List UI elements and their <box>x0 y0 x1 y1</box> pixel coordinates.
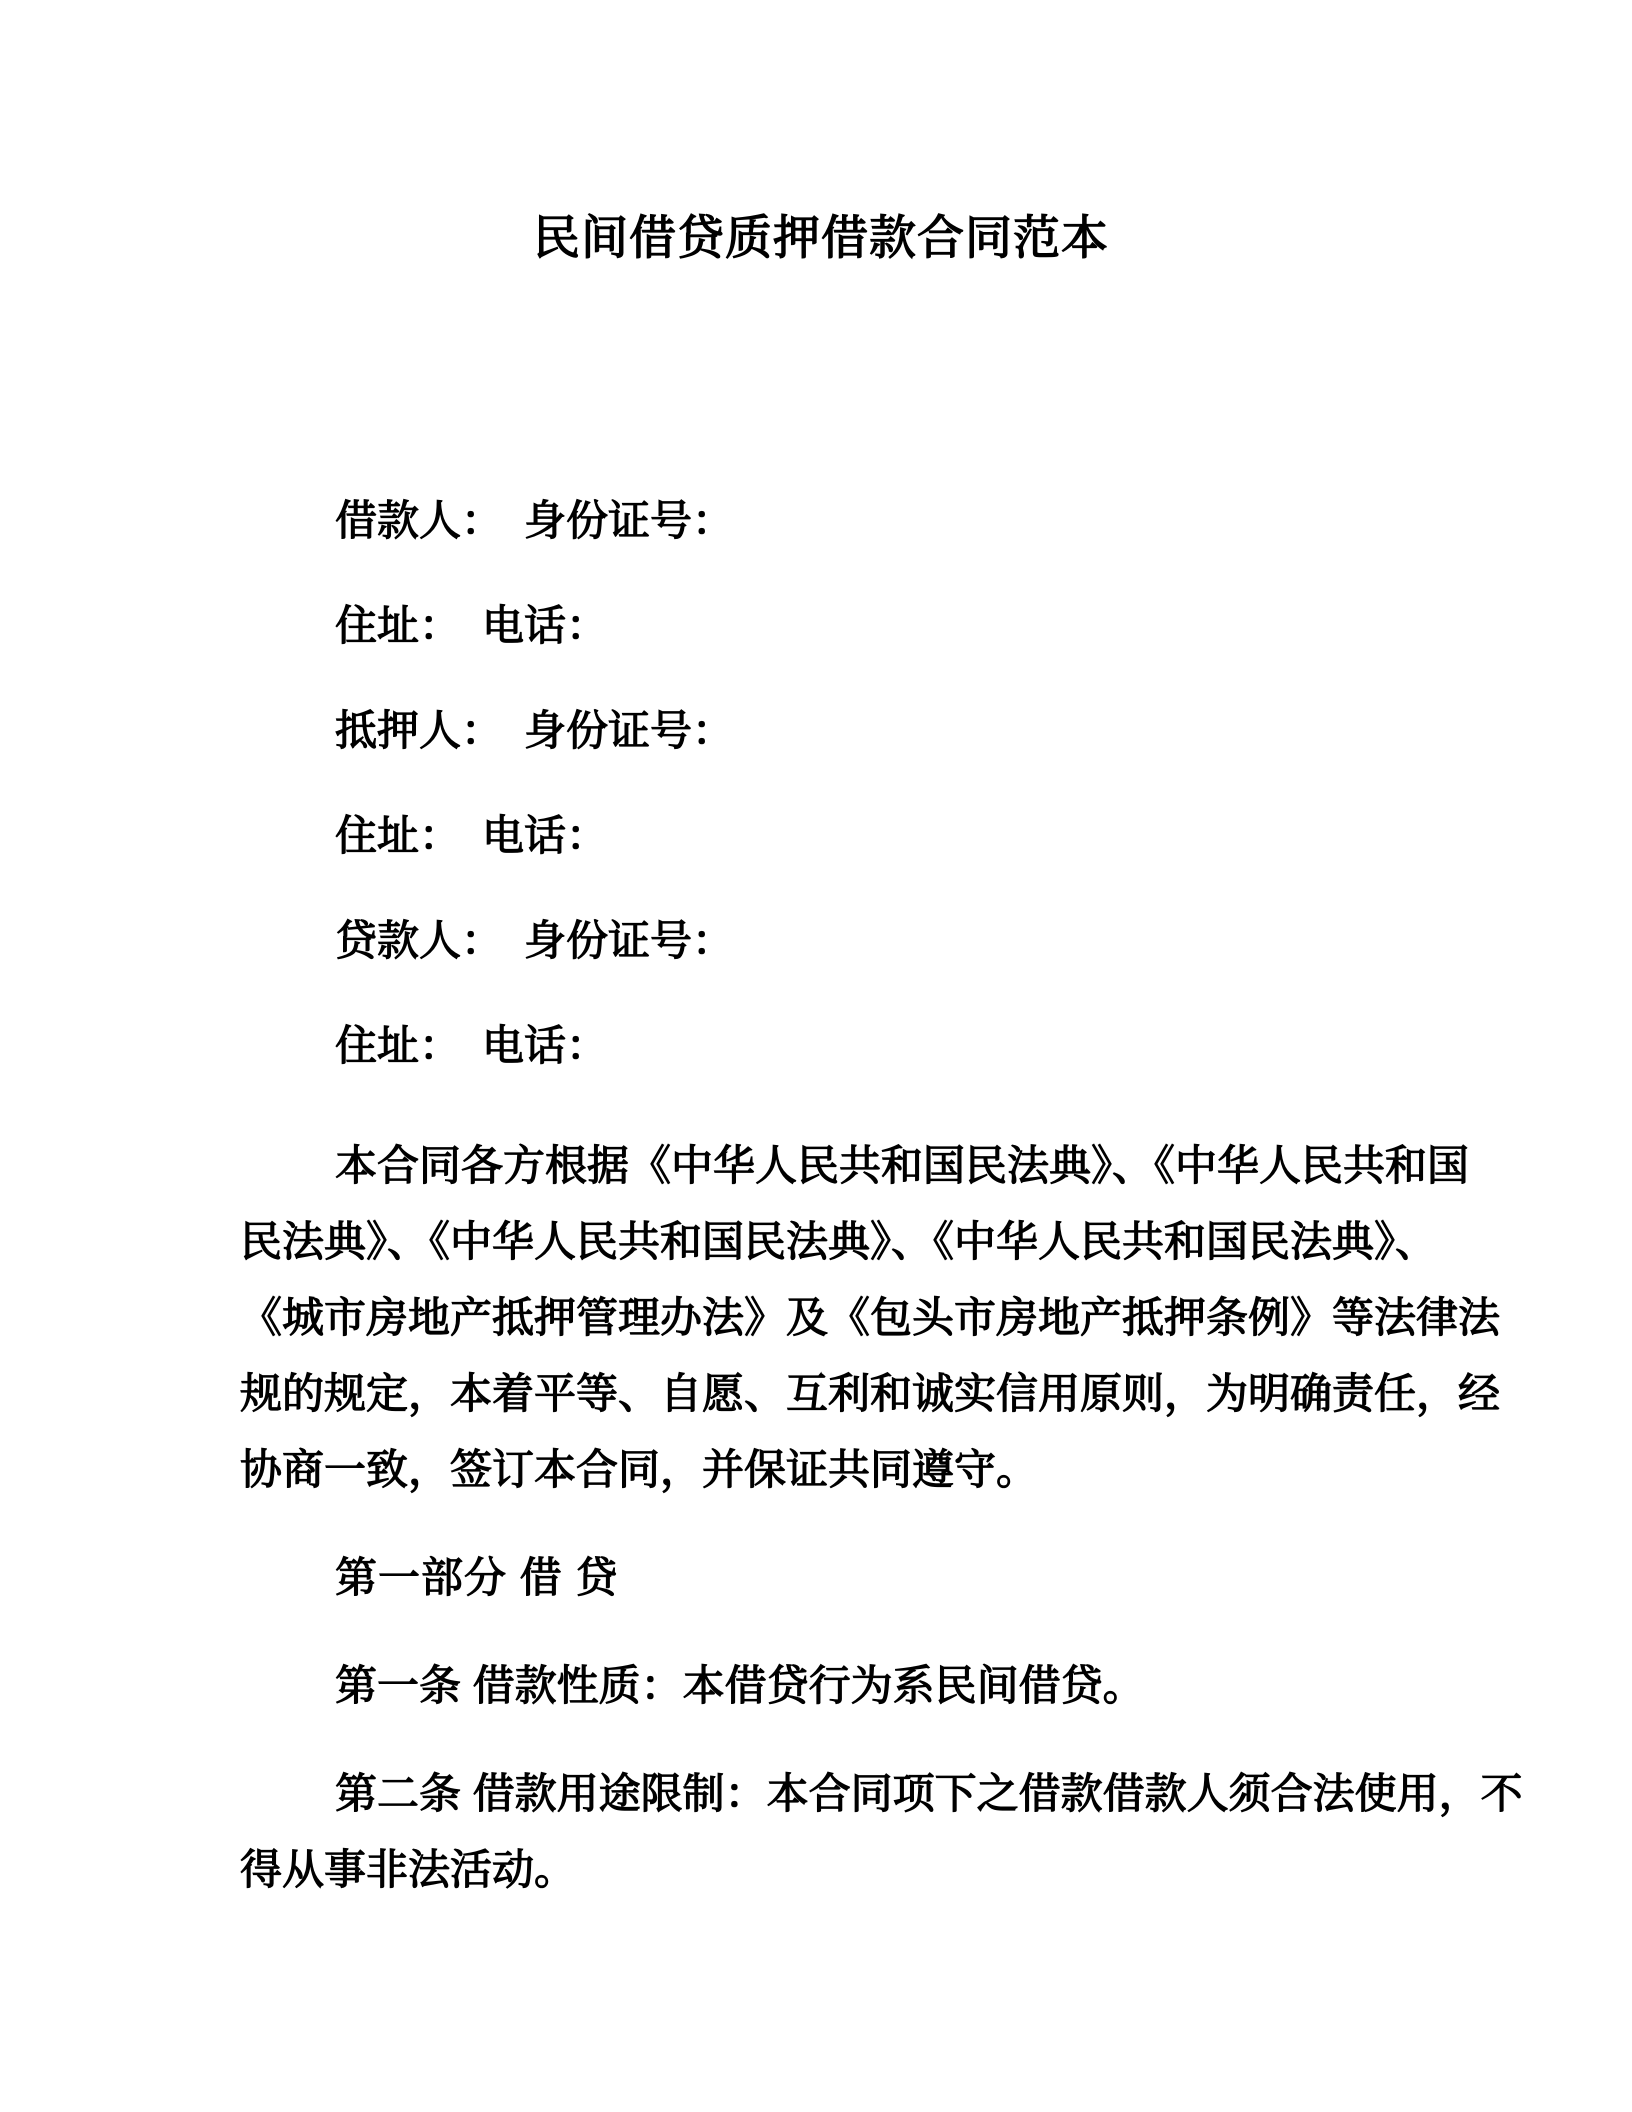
article-1-text: 第一条 借款性质：本借贷行为系民间借贷。 <box>335 1662 1145 1709</box>
preamble-line: 规的规定，本着平等、自愿、互利和诚实信用原则，为明确责任，经 <box>240 1370 1501 1417</box>
party-line-mortgagor: 抵押人： 身份证号： <box>335 707 735 754</box>
preamble-line: 本合同各方根据《中华人民共和国民法典》、《中华人民共和国 <box>335 1142 1470 1189</box>
party-info-block <box>240 498 1402 1069</box>
preamble-line: 民法典》、《中华人民共和国民法典》、《中华人民共和国民法典》、 <box>240 1218 1438 1265</box>
preamble-line: 协商一致，签订本合同，并保证共同遵守。 <box>240 1446 1039 1493</box>
party-line-mortgagor-address: 住址： 电话： <box>335 812 609 859</box>
party-line-borrower: 借款人： 身份证号： <box>335 497 735 544</box>
part-one-heading <box>240 1540 1402 1616</box>
part-one-heading-text: 第一部分 借 贷 <box>335 1554 619 1601</box>
party-line-lender: 贷款人： 身份证号： <box>335 917 735 964</box>
article-2-line: 第二条 借款用途限制：本合同项下之借款借款人须合法使用，不 <box>335 1770 1523 1817</box>
party-line-lender-address: 住址： 电话： <box>335 1022 609 1069</box>
article-1-paragraph <box>240 1648 1402 1724</box>
preamble-line: 《城市房地产抵押管理办法》及《包头市房地产抵押条例》等法律法 <box>240 1294 1501 1341</box>
preamble-paragraph <box>240 1128 1501 1508</box>
article-2-line: 得从事非法活动。 <box>240 1846 577 1893</box>
document-title: 民间借贷质押借款合同范本 <box>533 211 1109 264</box>
party-line-borrower-address: 住址： 电话： <box>335 602 609 649</box>
article-2-paragraph <box>240 1756 1523 1908</box>
